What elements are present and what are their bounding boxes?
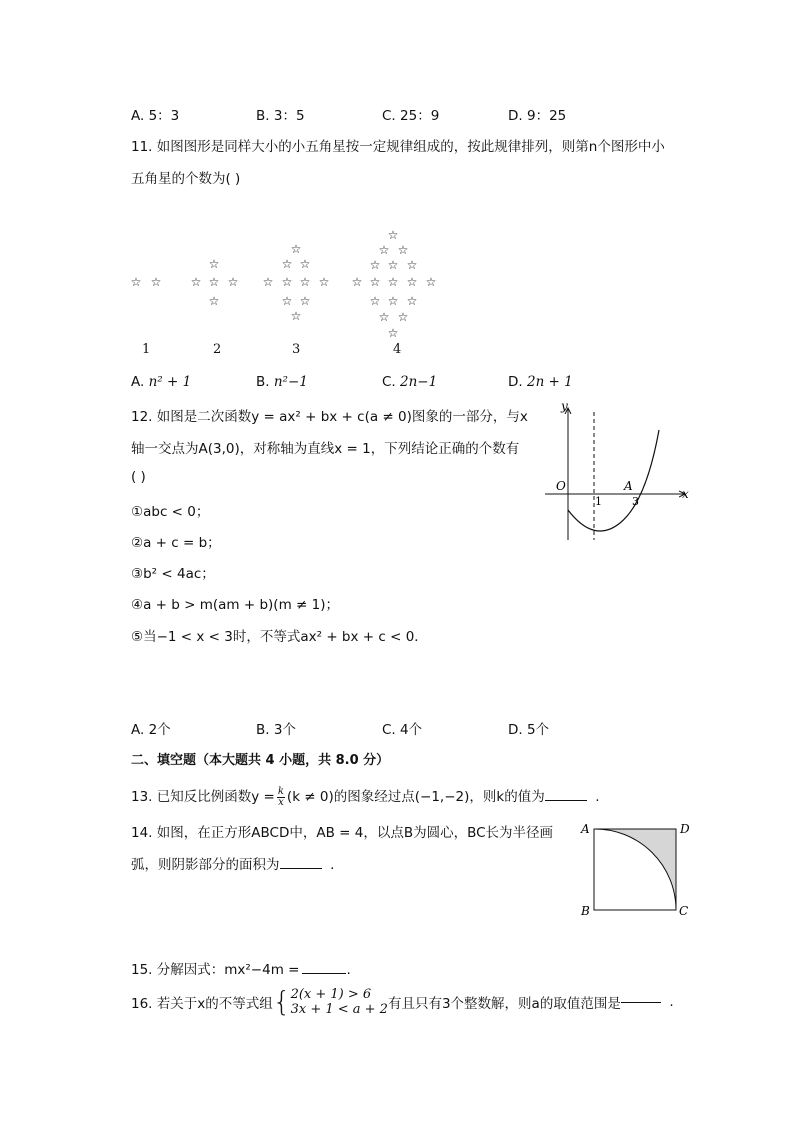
star-icon: ☆ xyxy=(425,275,437,289)
q12-statement-4: ④a + b > m(am + b)(m ≠ 1)； xyxy=(131,597,339,613)
tick-label-3: 3 xyxy=(632,495,639,508)
shaded-region xyxy=(594,829,676,910)
q12-statement-3: ③b² < 4ac； xyxy=(131,566,215,582)
q10-option-d: D. 9：25 xyxy=(508,108,567,124)
q11-figure-label-1: 1 xyxy=(142,342,151,357)
q11-option-a: A. n² + 1 xyxy=(131,374,192,390)
tick-label-1: 1 xyxy=(595,495,602,508)
q16-stem: 16. 若关于x的不等式组{ 2(x + 1) > 6 3x + 1 < a + 2 有且只有3个整数解，则a的取值范围是 . xyxy=(131,985,674,1018)
star-icon: ☆ xyxy=(262,275,274,289)
star-icon: ☆ xyxy=(378,243,390,257)
star-icon: ☆ xyxy=(150,275,162,289)
q14-stem-line2: 弧，则阴影部分的面积为 . xyxy=(131,857,335,873)
q10-option-a: A. 5：3 xyxy=(131,108,180,124)
y-axis-label: y xyxy=(561,400,568,413)
origin-label: O xyxy=(556,479,566,493)
star-icon: ☆ xyxy=(208,275,220,289)
star-icon: ☆ xyxy=(406,294,418,308)
star-icon: ☆ xyxy=(290,309,302,323)
q13-fraction: $\frac{k}{x}$ xyxy=(277,785,284,808)
q11-figure-label-2: 2 xyxy=(213,342,222,357)
star-icon: ☆ xyxy=(208,257,220,271)
q16-answer-blank[interactable] xyxy=(621,1002,661,1003)
star-icon: ☆ xyxy=(397,243,409,257)
q15-answer-blank[interactable] xyxy=(302,973,346,974)
vertex-label-d: D xyxy=(680,822,690,836)
star-icon: ☆ xyxy=(281,257,293,271)
q12-statement-5: ⑤当−1 < x < 3时，不等式ax² + bx + c < 0． xyxy=(131,629,428,645)
section-heading-fill-in: 二、填空题（本大题共 4 小题，共 8.0 分） xyxy=(131,753,390,768)
star-icon: ☆ xyxy=(227,275,239,289)
star-icon: ☆ xyxy=(387,294,399,308)
star-icon: ☆ xyxy=(369,294,381,308)
star-icon: ☆ xyxy=(406,275,418,289)
star-icon: ☆ xyxy=(290,242,302,256)
q16-inequality-system: 2(x + 1) > 6 3x + 1 < a + 2 xyxy=(290,987,388,1017)
q12-option-a: A. 2个 xyxy=(131,722,171,738)
q14-stem-line1: 14. 如图，在正方形ABCD中，AB = 4，以点B为圆心，BC长为半径画 xyxy=(131,825,554,841)
q12-option-c: C. 4个 xyxy=(382,722,423,738)
q12-stem-line1: 12. 如图是二次函数y = ax² + bx + c(a ≠ 0)图象的一部分，与x xyxy=(131,409,528,425)
star-icon: ☆ xyxy=(387,326,399,340)
q14-square-figure xyxy=(578,818,698,918)
star-icon: ☆ xyxy=(378,310,390,324)
q16-brace: { xyxy=(272,985,291,1018)
star-icon: ☆ xyxy=(318,275,330,289)
q11-stem-line2: 五角星的个数为( ) xyxy=(131,171,241,187)
q11-figure-label-3: 3 xyxy=(292,342,301,357)
star-icon: ☆ xyxy=(130,275,142,289)
q11-option-b: B. n²−1 xyxy=(256,374,308,390)
x-axis-label: x xyxy=(682,487,689,501)
star-icon: ☆ xyxy=(406,258,418,272)
q13-answer-blank[interactable] xyxy=(545,800,587,801)
q10-option-c: C. 25：9 xyxy=(382,108,440,124)
q12-option-d: D. 5个 xyxy=(508,722,550,738)
q14-answer-blank[interactable] xyxy=(280,868,322,869)
vertex-label-b: B xyxy=(581,904,590,918)
star-icon: ☆ xyxy=(369,258,381,272)
q12-option-b: B. 3个 xyxy=(256,722,296,738)
q11-stem-line1: 11. 如图图形是同样大小的小五角星按一定规律组成的，按此规律排列，则第n个图形中小 xyxy=(131,139,665,155)
star-icon: ☆ xyxy=(351,275,363,289)
star-icon: ☆ xyxy=(387,228,399,242)
q12-stem-line3: ( ) xyxy=(131,469,146,485)
q11-option-d: D. 2n + 1 xyxy=(508,374,573,390)
star-icon: ☆ xyxy=(299,275,311,289)
q11-option-c: C. 2n−1 xyxy=(382,374,438,390)
star-icon: ☆ xyxy=(281,275,293,289)
star-icon: ☆ xyxy=(387,275,399,289)
star-icon: ☆ xyxy=(369,275,381,289)
q10-option-b: B. 3：5 xyxy=(256,108,305,124)
star-icon: ☆ xyxy=(397,310,409,324)
q12-statement-1: ①abc < 0； xyxy=(131,504,210,520)
q15-stem: 15. 分解因式：mx²−4m = . xyxy=(131,962,351,978)
parabola-curve xyxy=(568,430,659,531)
q13-stem: 13. 已知反比例函数y = $\frac{k}{x}$ (k ≠ 0)的图象经过点(−1,−2)，则k的值为 . xyxy=(131,785,600,808)
star-icon: ☆ xyxy=(299,294,311,308)
q12-stem-line2: 轴一交点为A(3,0)，对称轴为直线x = 1，下列结论正确的个数有 xyxy=(131,441,520,457)
point-a-label: A xyxy=(624,479,633,493)
q12-parabola-graph xyxy=(535,400,695,545)
star-icon: ☆ xyxy=(299,257,311,271)
star-icon: ☆ xyxy=(208,294,220,308)
vertex-label-a: A xyxy=(581,822,590,836)
star-icon: ☆ xyxy=(281,294,293,308)
q12-statement-2: ②a + c = b； xyxy=(131,535,221,551)
q11-figure-label-4: 4 xyxy=(393,342,402,357)
star-icon: ☆ xyxy=(387,258,399,272)
vertex-label-c: C xyxy=(679,904,689,918)
star-icon: ☆ xyxy=(190,275,202,289)
